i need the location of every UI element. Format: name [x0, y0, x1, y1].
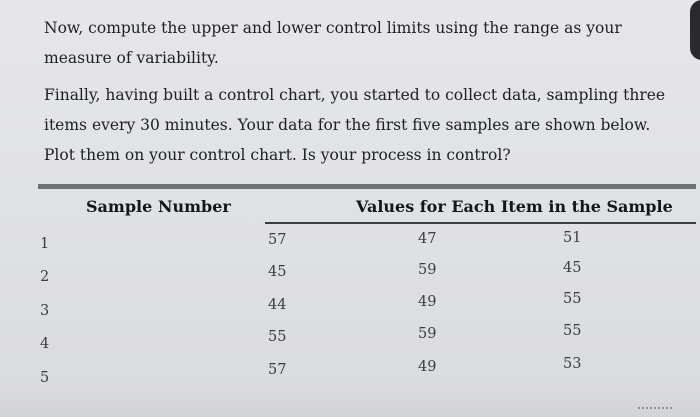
value-item-2: 49 — [418, 294, 437, 310]
question-paragraph-2: Finally, having built a control chart, you started to collect data, sampling three items every 30 minutes. Your data for the first five samples are shown below. Plot them on your control chart. Is your process in control? — [44, 86, 666, 164]
value-item-2: 59 — [418, 262, 437, 278]
question-paragraph-1: Now, compute the upper and lower control limits using the range as your measure of variability. — [44, 19, 622, 67]
cut-off-text — [638, 407, 672, 417]
header-sample-number: Sample Number — [86, 197, 231, 216]
sample-number: 2 — [40, 269, 50, 285]
value-item-3: 55 — [563, 291, 582, 307]
value-item-2: 59 — [418, 326, 437, 342]
value-item-1: 45 — [268, 264, 287, 280]
screen-edge — [690, 0, 700, 60]
table-row — [38, 260, 696, 294]
value-item-2: 47 — [418, 231, 437, 247]
value-item-3: 45 — [563, 260, 582, 276]
value-item-3: 55 — [563, 323, 582, 339]
header-values: Values for Each Item in the Sample — [356, 197, 673, 216]
value-item-1: 57 — [268, 232, 287, 248]
sample-number: 4 — [40, 336, 50, 352]
data-table — [38, 226, 696, 396]
bottom-shadow — [0, 387, 700, 417]
table-top-rule — [38, 184, 696, 189]
value-item-2: 49 — [418, 359, 437, 375]
table-row — [38, 291, 696, 326]
table-row — [38, 232, 696, 262]
value-item-3: 51 — [563, 230, 582, 246]
value-item-1: 44 — [268, 297, 287, 313]
value-item-1: 55 — [268, 329, 287, 345]
table-row — [38, 356, 696, 390]
value-item-3: 53 — [563, 356, 582, 372]
table-row — [38, 323, 696, 358]
sample-number: 3 — [40, 303, 50, 319]
sample-number: 5 — [40, 370, 50, 386]
header-rule — [265, 222, 696, 224]
value-item-1: 57 — [268, 362, 287, 378]
sample-number: 1 — [40, 236, 50, 252]
table-header — [38, 193, 696, 223]
